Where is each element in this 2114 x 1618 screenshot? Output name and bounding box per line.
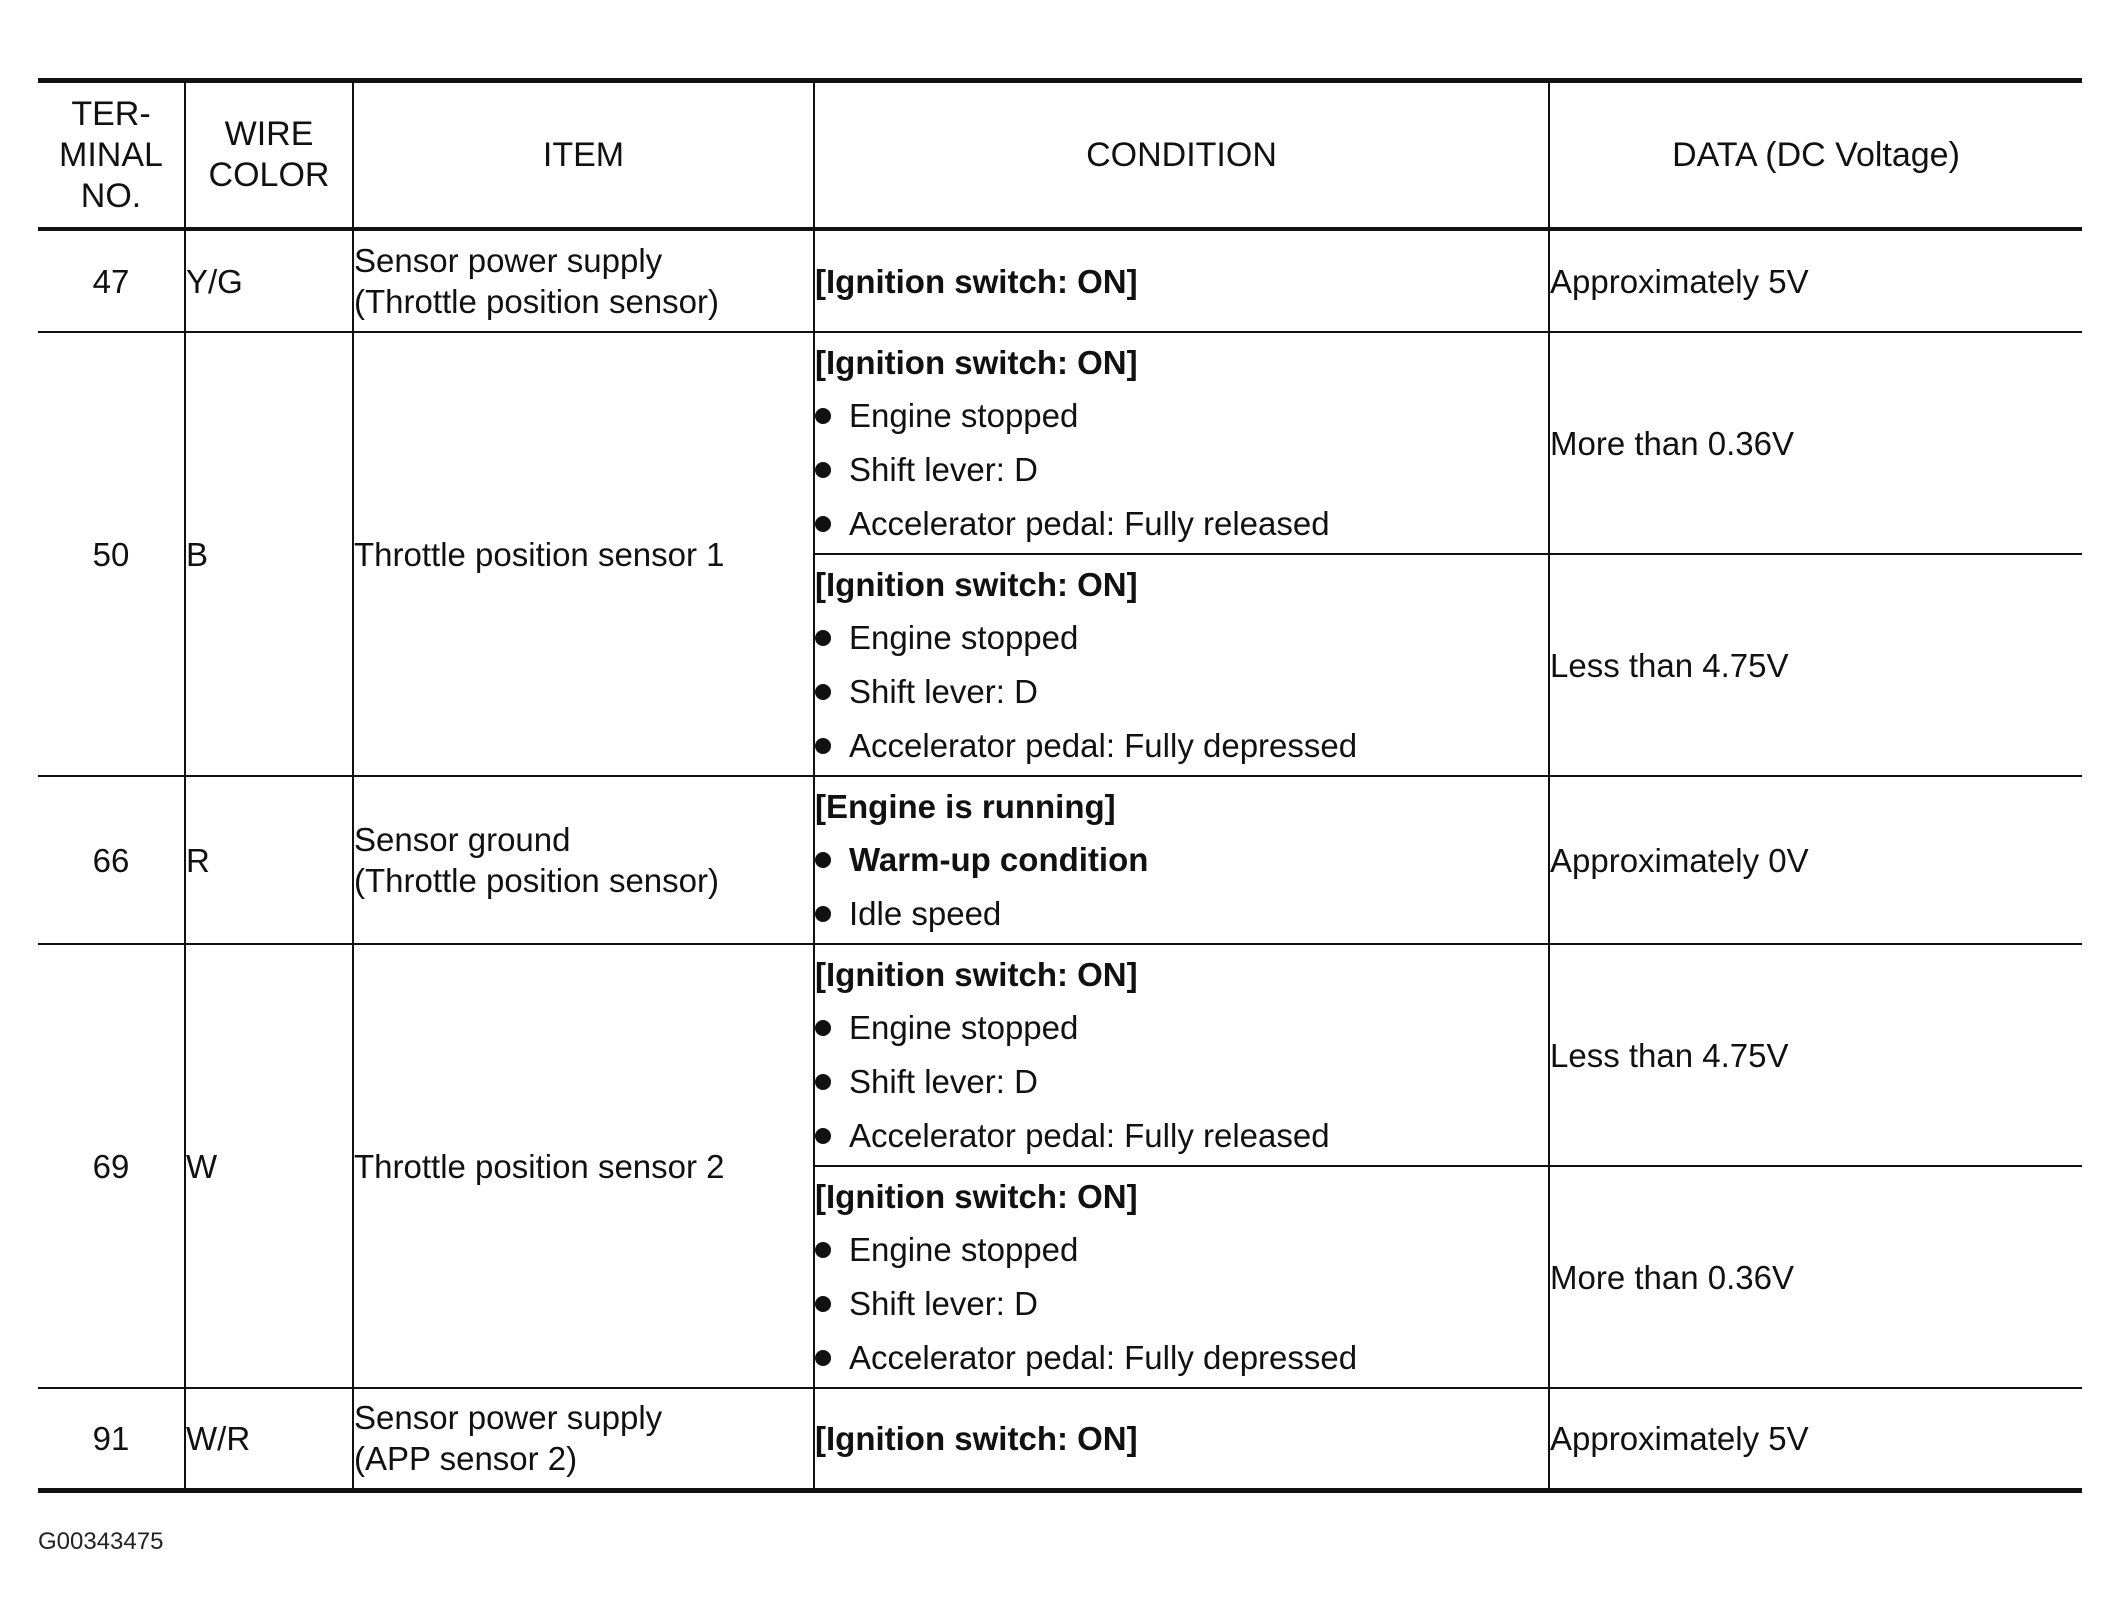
condition-text: Accelerator pedal: Fully released bbox=[849, 505, 1330, 542]
item-label: Throttle position sensor 2 bbox=[354, 1147, 725, 1185]
condition-bullet-item bbox=[815, 1277, 1548, 1331]
header-wire-line1: WIRE bbox=[224, 115, 314, 153]
condition-cell bbox=[814, 1388, 1549, 1490]
condition-cell bbox=[814, 332, 1549, 554]
header-item: ITEM bbox=[353, 81, 814, 230]
wire-color: R bbox=[185, 776, 353, 944]
condition-bullet-item bbox=[815, 1223, 1548, 1277]
terminal-data-sheet bbox=[38, 78, 2082, 1493]
condition-text: Accelerator pedal: Fully depressed bbox=[849, 727, 1358, 764]
condition-bullet-item bbox=[815, 1331, 1548, 1385]
header-terminal-line2: MINAL bbox=[59, 135, 163, 174]
condition-text: Engine stopped bbox=[849, 619, 1079, 656]
voltage-value: More than 0.36V bbox=[1549, 332, 2082, 554]
terminal-number: 69 bbox=[38, 944, 185, 1388]
item-cell bbox=[353, 776, 814, 944]
condition-text: Accelerator pedal: Fully depressed bbox=[849, 1339, 1358, 1376]
bullet-icon bbox=[815, 462, 831, 478]
header-condition: CONDITION bbox=[814, 81, 1549, 230]
condition-cell bbox=[814, 944, 1549, 1166]
condition-bullet-item bbox=[815, 1109, 1548, 1163]
voltage-value: Approximately 5V bbox=[1549, 1388, 2082, 1490]
table-row bbox=[38, 332, 2082, 554]
bullet-icon bbox=[815, 1350, 831, 1366]
condition-bullet-item bbox=[815, 719, 1548, 773]
condition-bullet-item bbox=[815, 1055, 1548, 1109]
condition-text: Shift lever: D bbox=[849, 1063, 1038, 1100]
condition-bullet-item bbox=[815, 887, 1548, 941]
table-body bbox=[38, 229, 2082, 1490]
wire-color: B bbox=[185, 332, 353, 776]
voltage-value: Approximately 0V bbox=[1549, 776, 2082, 944]
table-header-row bbox=[38, 81, 2082, 230]
wire-color: W/R bbox=[185, 1388, 353, 1490]
item-label: Throttle position sensor 1 bbox=[354, 535, 725, 573]
condition-heading: [Ignition switch: ON] bbox=[815, 565, 1138, 603]
item-cell bbox=[353, 229, 814, 332]
condition-text: Engine stopped bbox=[849, 1009, 1079, 1046]
condition-heading: [Ignition switch: ON] bbox=[815, 1177, 1138, 1215]
bullet-icon bbox=[815, 630, 831, 646]
bullet-icon bbox=[815, 1296, 831, 1312]
wire-color: W bbox=[185, 944, 353, 1388]
condition-bullet-item bbox=[815, 611, 1548, 665]
header-terminal-line1: TER- bbox=[71, 94, 151, 133]
condition-text: Engine stopped bbox=[849, 1231, 1079, 1268]
condition-text: Shift lever: D bbox=[849, 1285, 1038, 1322]
condition-bullet-item bbox=[815, 833, 1548, 887]
item-cell bbox=[353, 944, 814, 1388]
voltage-value: Less than 4.75V bbox=[1549, 554, 2082, 776]
terminal-table bbox=[38, 78, 2082, 1493]
condition-heading: [Ignition switch: ON] bbox=[815, 1419, 1138, 1457]
bullet-icon bbox=[815, 1074, 831, 1090]
condition-cell bbox=[814, 554, 1549, 776]
condition-text: Engine stopped bbox=[849, 397, 1079, 434]
terminal-number: 91 bbox=[38, 1388, 185, 1490]
condition-heading: [Ignition switch: ON] bbox=[815, 343, 1138, 381]
table-row bbox=[38, 776, 2082, 944]
figure-id: G00343475 bbox=[38, 1528, 164, 1555]
header-data: DATA (DC Voltage) bbox=[1549, 81, 2082, 230]
voltage-value: More than 0.36V bbox=[1549, 1166, 2082, 1388]
item-sublabel: (Throttle position sensor) bbox=[354, 283, 719, 320]
terminal-number: 50 bbox=[38, 332, 185, 776]
header-terminal-line3: NO. bbox=[80, 176, 142, 215]
item-label: Sensor ground bbox=[354, 821, 571, 858]
table-row bbox=[38, 229, 2082, 332]
bullet-icon bbox=[815, 1242, 831, 1258]
condition-heading: [Ignition switch: ON] bbox=[815, 262, 1138, 300]
condition-cell bbox=[814, 776, 1549, 944]
item-cell bbox=[353, 332, 814, 776]
bullet-icon bbox=[815, 852, 831, 868]
bullet-icon bbox=[815, 684, 831, 700]
table-row bbox=[38, 944, 2082, 1166]
item-sublabel: (APP sensor 2) bbox=[354, 1440, 578, 1478]
condition-text: Accelerator pedal: Fully released bbox=[849, 1117, 1330, 1154]
condition-bullet-item bbox=[815, 443, 1548, 497]
condition-text: Shift lever: D bbox=[849, 451, 1038, 488]
condition-text: Idle speed bbox=[849, 895, 1002, 932]
header-wire-line2: COLOR bbox=[208, 156, 330, 194]
bullet-icon bbox=[815, 1020, 831, 1036]
bullet-icon bbox=[815, 906, 831, 922]
header-terminal-no bbox=[38, 81, 185, 230]
terminal-number: 66 bbox=[38, 776, 185, 944]
condition-cell bbox=[814, 1166, 1549, 1388]
table-row bbox=[38, 1388, 2082, 1490]
voltage-value: Less than 4.75V bbox=[1549, 944, 2082, 1166]
condition-bullet-item bbox=[815, 1001, 1548, 1055]
condition-bullet-item bbox=[815, 665, 1548, 719]
item-cell bbox=[353, 1388, 814, 1490]
bullet-icon bbox=[815, 1128, 831, 1144]
condition-bullet-item bbox=[815, 497, 1548, 551]
item-label: Sensor power supply bbox=[354, 242, 663, 279]
wire-color: Y/G bbox=[185, 229, 353, 332]
bullet-icon bbox=[815, 516, 831, 532]
condition-heading: [Engine is running] bbox=[815, 787, 1116, 825]
item-sublabel: (Throttle position sensor) bbox=[354, 862, 719, 899]
condition-heading: [Ignition switch: ON] bbox=[815, 955, 1138, 993]
bullet-icon bbox=[815, 408, 831, 424]
condition-bullet-item bbox=[815, 389, 1548, 443]
terminal-number: 47 bbox=[38, 229, 185, 332]
bullet-icon bbox=[815, 738, 831, 754]
condition-text: Warm-up condition bbox=[849, 841, 1149, 878]
condition-text: Shift lever: D bbox=[849, 673, 1038, 710]
header-wire-color bbox=[185, 81, 353, 230]
condition-cell bbox=[814, 229, 1549, 332]
item-label: Sensor power supply bbox=[354, 1399, 663, 1437]
voltage-value: Approximately 5V bbox=[1549, 229, 2082, 332]
